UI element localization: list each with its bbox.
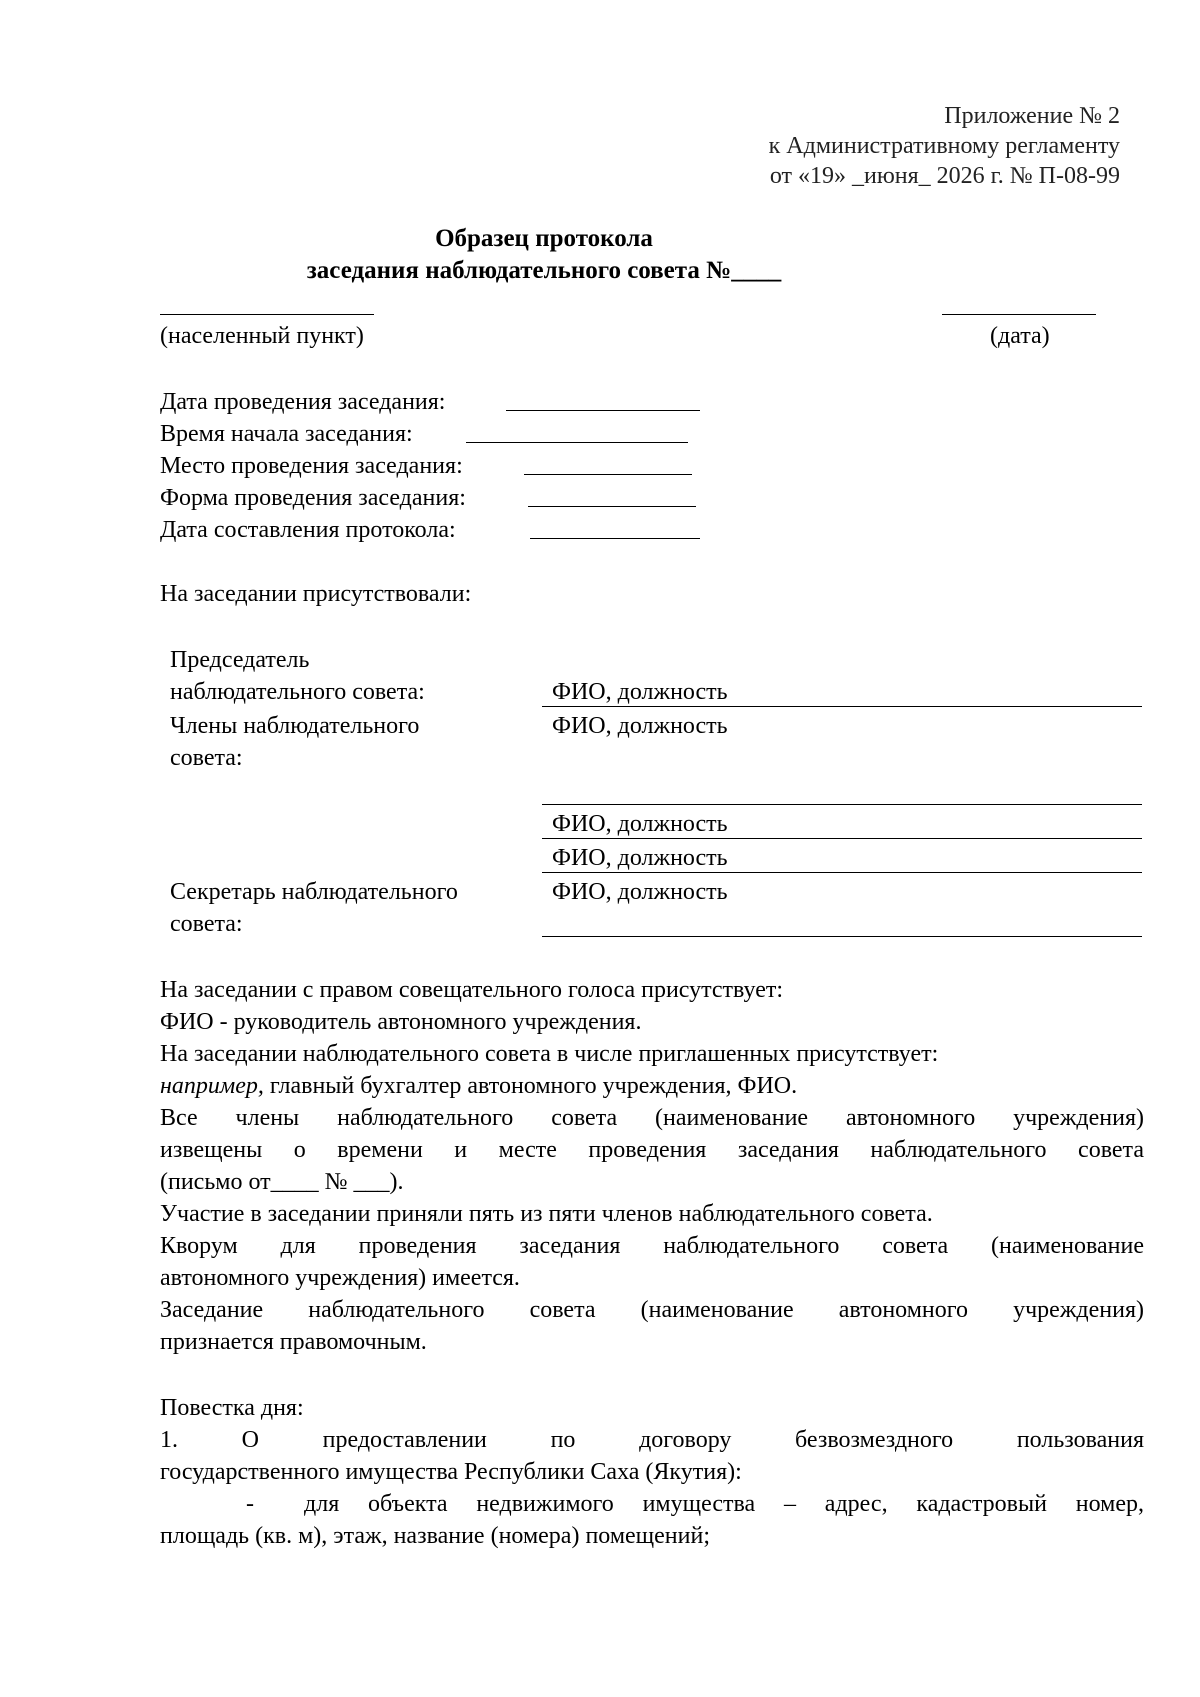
quorum-line-2: автономного учреждения) имеется. xyxy=(160,1265,520,1291)
example-rest: главный бухгалтер автономного учреждения, ФИО. xyxy=(263,1073,798,1099)
agenda-item-1-line-1: 1. О предоставлении по договору безвозмездного пользования xyxy=(160,1427,1144,1453)
member-fio-2: ФИО, должность xyxy=(552,811,728,837)
agenda-heading: Повестка дня: xyxy=(160,1395,304,1421)
members-label-2: совета: xyxy=(170,745,243,771)
date-label: (дата) xyxy=(990,323,1050,349)
appendix-line-2: к Административному регламенту xyxy=(768,133,1120,159)
member-fio-3: ФИО, должность xyxy=(552,845,728,871)
field-protocol-date-blank xyxy=(530,538,700,539)
chair-row-line xyxy=(542,706,1142,707)
valid-line-2: признается правомочным. xyxy=(160,1329,427,1355)
chair-fio: ФИО, должность xyxy=(552,679,728,705)
participation-text: Участие в заседании приняли пять из пяти членов наблюдательного совета. xyxy=(160,1201,933,1227)
quorum-line-1: Кворум для проведения заседания наблюдательного совета (наименование xyxy=(160,1233,1144,1259)
field-meeting-date: Дата проведения заседания: xyxy=(160,389,446,415)
document-title-line-2: заседания наблюдательного совета №____ xyxy=(306,257,782,284)
field-meeting-date-blank xyxy=(506,410,700,411)
date-blank-line xyxy=(942,314,1096,315)
chair-label-2: наблюдательного совета: xyxy=(170,679,425,705)
field-start-time-blank xyxy=(466,442,688,443)
secretary-label-2: совета: xyxy=(170,911,243,937)
appendix-line-3: от «19» _июня_ 2026 г. № П-08-99 xyxy=(769,163,1120,189)
member-row-line-3 xyxy=(542,872,1142,873)
place-label: (населенный пункт) xyxy=(160,323,364,349)
agenda-sub-line-2: площадь (кв. м), этаж, название (номера) помещений; xyxy=(160,1523,710,1549)
advisory-text: На заседании с правом совещательного голоса присутствует: xyxy=(160,977,784,1003)
member-row-line-1 xyxy=(542,804,1142,805)
field-protocol-date: Дата составления протокола: xyxy=(160,517,456,543)
notified-line-3: (письмо от____ № ___). xyxy=(160,1169,404,1195)
field-meeting-form-blank xyxy=(528,506,696,507)
agenda-sub-dash: - xyxy=(246,1491,254,1517)
field-meeting-place: Место проведения заседания: xyxy=(160,453,463,479)
member-row-line-2 xyxy=(542,838,1142,839)
member-fio-1: ФИО, должность xyxy=(552,713,728,739)
agenda-sub-line-1: для объекта недвижимого имущества – адрес, кадастровый номер, xyxy=(304,1491,1144,1517)
valid-line-1: Заседание наблюдательного совета (наименование автономного учреждения) xyxy=(160,1297,1144,1323)
example-italic: например, xyxy=(160,1073,264,1099)
attendance-heading: На заседании присутствовали: xyxy=(160,581,472,607)
secretary-row-line xyxy=(542,936,1142,937)
agenda-item-1-line-2: государственного имущества Республики Саха (Якутия): xyxy=(160,1459,742,1485)
secretary-fio: ФИО, должность xyxy=(552,879,728,905)
document-title-line-1: Образец протокола xyxy=(435,225,653,252)
secretary-label-1: Секретарь наблюдательного xyxy=(170,879,458,905)
notified-line-1: Все члены наблюдательного совета (наименование автономного учреждения) xyxy=(160,1105,1144,1131)
invited-text: На заседании наблюдательного совета в числе приглашенных присутствует: xyxy=(160,1041,939,1067)
place-blank-line xyxy=(160,314,374,315)
members-label-1: Члены наблюдательного xyxy=(170,713,420,739)
chair-label-1: Председатель xyxy=(170,647,310,673)
head-text: ФИО - руководитель автономного учреждения. xyxy=(160,1009,642,1035)
appendix-line-1: Приложение № 2 xyxy=(944,103,1120,129)
notified-line-2: извещены о времени и месте проведения заседания наблюдательного совета xyxy=(160,1137,1144,1163)
field-start-time: Время начала заседания: xyxy=(160,421,413,447)
field-meeting-place-blank xyxy=(524,474,692,475)
example-text xyxy=(160,1074,797,1098)
field-meeting-form: Форма проведения заседания: xyxy=(160,485,466,511)
